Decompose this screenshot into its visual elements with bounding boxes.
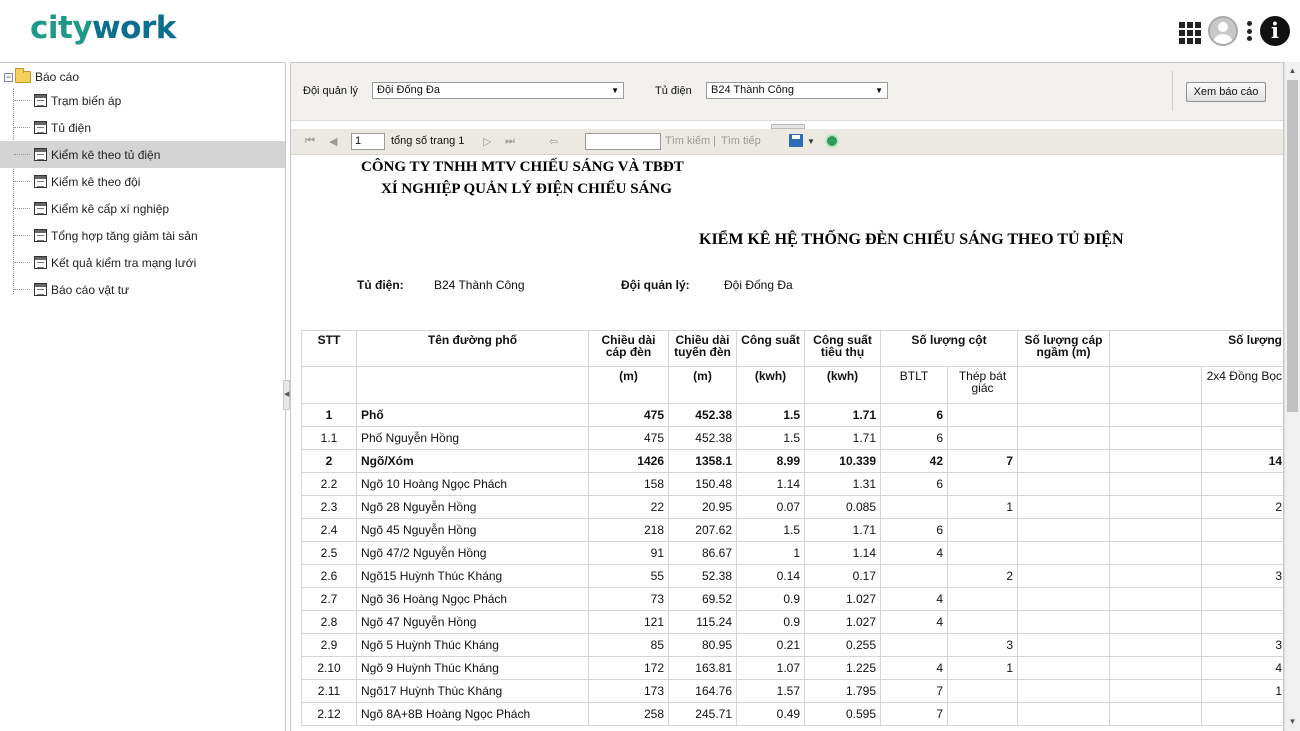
cell-cable: 475	[589, 427, 669, 450]
cell-used: 1.225	[805, 657, 881, 680]
cell-under	[1018, 634, 1110, 657]
cell-blank	[1110, 565, 1202, 588]
cell-under	[1018, 565, 1110, 588]
table-row	[302, 473, 1285, 496]
cell-under	[1018, 496, 1110, 519]
cell-steel	[948, 680, 1018, 703]
cell-btlt: 4	[881, 588, 948, 611]
page-number-input[interactable]: 1	[351, 133, 385, 150]
cell-power: 1.14	[737, 473, 805, 496]
cell-btlt: 7	[881, 680, 948, 703]
cell-blank	[1110, 473, 1202, 496]
cell-steel	[948, 611, 1018, 634]
cell-blank	[1110, 427, 1202, 450]
report-icon	[34, 283, 47, 296]
col-pole-count: Số lượng cột	[881, 331, 1018, 367]
cabinet-select-value: B24 Thành Công	[711, 84, 794, 96]
cell-name: Ngõ15 Huỳnh Thúc Kháng	[357, 565, 589, 588]
sidebar-item[interactable]	[0, 276, 285, 303]
table-row	[302, 427, 1285, 450]
header-icons	[1176, 14, 1290, 48]
sub-blank	[1018, 367, 1110, 404]
cell-name: Ngõ 47 Nguyễn Hồng	[357, 611, 589, 634]
cell-under	[1018, 657, 1110, 680]
view-report-button[interactable]: Xem báo cáo	[1186, 82, 1266, 102]
sub-btlt: BTLT	[881, 367, 948, 404]
cell-under	[1018, 680, 1110, 703]
cell-stt: 2.12	[302, 703, 357, 726]
find-link[interactable]: Tìm kiếm	[665, 135, 711, 147]
cell-btlt: 4	[881, 657, 948, 680]
cell-power: 1.57	[737, 680, 805, 703]
cell-cable: 91	[589, 542, 669, 565]
sidebar-item-label: Tổng hợp tăng giảm tài sản	[51, 228, 198, 243]
cell-x24: 4	[1202, 657, 1285, 680]
cell-steel	[948, 703, 1018, 726]
cell-blank	[1110, 588, 1202, 611]
cell-stt: 2.8	[302, 611, 357, 634]
back-icon[interactable]: ⇦	[549, 136, 559, 148]
col-stt: STT	[302, 331, 357, 367]
cell-line: 80.95	[669, 634, 737, 657]
cell-blank	[1110, 703, 1202, 726]
report-icon	[34, 202, 47, 215]
cell-steel	[948, 542, 1018, 565]
logo-work: work	[92, 10, 176, 46]
prev-page-icon[interactable]: ◀	[329, 136, 338, 148]
cell-name: Phố	[357, 404, 589, 427]
cell-stt: 2.3	[302, 496, 357, 519]
sidebar-item-label: Báo cáo vật tư	[51, 282, 130, 297]
cell-x24	[1202, 588, 1285, 611]
cell-x24	[1202, 404, 1285, 427]
cell-btlt: 7	[881, 703, 948, 726]
cell-used: 1.31	[805, 473, 881, 496]
cell-blank	[1110, 404, 1202, 427]
cell-under	[1018, 450, 1110, 473]
cell-power: 0.9	[737, 588, 805, 611]
cell-stt: 2.9	[302, 634, 357, 657]
cell-x24	[1202, 611, 1285, 634]
cell-blank	[1110, 680, 1202, 703]
next-page-icon[interactable]: ▷	[483, 136, 492, 148]
cell-btlt: 6	[881, 427, 948, 450]
report-icon	[34, 94, 47, 107]
cell-cable: 73	[589, 588, 669, 611]
report-viewer	[290, 62, 1284, 731]
cell-name: Ngõ/Xóm	[357, 450, 589, 473]
cell-line: 1358.1	[669, 450, 737, 473]
company-name: CÔNG TY TNHH MTV CHIẾU SÁNG VÀ TBĐT	[361, 159, 684, 175]
table-row	[302, 542, 1285, 565]
cell-line: 452.38	[669, 427, 737, 450]
cell-power: 0.14	[737, 565, 805, 588]
find-next-link[interactable]: Tìm tiếp	[721, 135, 761, 147]
cell-power: 0.49	[737, 703, 805, 726]
sub-unit-kwh: (kwh)	[805, 367, 881, 404]
table-row	[302, 703, 1285, 726]
cell-blank	[1110, 450, 1202, 473]
cell-btlt: 6	[881, 473, 948, 496]
cell-steel: 2	[948, 565, 1018, 588]
cell-name: Ngõ 10 Hoàng Ngọc Phách	[357, 473, 589, 496]
cell-line: 452.38	[669, 404, 737, 427]
report-title: KIỂM KÊ HỆ THỐNG ĐÈN CHIẾU SÁNG THEO TỦ ĐIỆN	[699, 231, 1124, 248]
report-toolbar	[291, 129, 1284, 155]
logo-city: city	[30, 10, 93, 46]
col-cable-length: Chiều dài cáp đèn	[589, 331, 669, 367]
cell-cable: 173	[589, 680, 669, 703]
cell-btlt: 42	[881, 450, 948, 473]
col-power: Công suất	[737, 331, 805, 367]
more-vertical-icon[interactable]	[1246, 21, 1252, 41]
app-header	[0, 0, 1300, 62]
cell-cable: 55	[589, 565, 669, 588]
refresh-icon[interactable]	[825, 134, 839, 148]
cell-blank	[1110, 496, 1202, 519]
col-line-length: Chiều dài tuyến đèn	[669, 331, 737, 367]
cell-power: 1.5	[737, 404, 805, 427]
cell-btlt	[881, 565, 948, 588]
sidebar-collapse-handle[interactable]: ◀	[283, 380, 290, 410]
cell-used: 0.255	[805, 634, 881, 657]
cell-x24	[1202, 703, 1285, 726]
cell-used: 1.71	[805, 427, 881, 450]
report-icon	[34, 121, 47, 134]
cell-btlt	[881, 496, 948, 519]
report-tree	[0, 63, 285, 303]
cell-steel: 1	[948, 657, 1018, 680]
sub-blank	[302, 367, 357, 404]
cell-stt: 2.11	[302, 680, 357, 703]
total-pages-label: tổng số trang 1	[391, 135, 465, 147]
cell-line: 150.48	[669, 473, 737, 496]
cell-power: 1.5	[737, 519, 805, 542]
col-underground-cable: Số lượng cáp ngầm (m)	[1018, 331, 1110, 367]
cell-blank	[1110, 519, 1202, 542]
cell-used: 1.795	[805, 680, 881, 703]
table-row	[302, 565, 1285, 588]
find-separator: |	[713, 135, 716, 147]
cell-under	[1018, 404, 1110, 427]
save-export-icon[interactable]	[789, 134, 803, 147]
cell-cable: 258	[589, 703, 669, 726]
sidebar-item-label: Kết quả kiểm tra mạng lưới	[51, 255, 197, 270]
cell-x24	[1202, 473, 1285, 496]
scroll-down-icon[interactable]: ▼	[1288, 717, 1297, 726]
sidebar-item-label: Kiểm kê theo tủ điện	[51, 147, 161, 162]
sidebar-item[interactable]	[0, 141, 285, 168]
cell-used: 10.339	[805, 450, 881, 473]
toolbar-separator	[1172, 71, 1173, 111]
cell-power: 1.5	[737, 427, 805, 450]
cell-name: Ngõ17 Huỳnh Thúc Kháng	[357, 680, 589, 703]
team-select[interactable]	[372, 82, 624, 99]
cell-power: 1.07	[737, 657, 805, 680]
cell-power: 1	[737, 542, 805, 565]
cell-used: 1.14	[805, 542, 881, 565]
sidebar-item[interactable]	[0, 222, 285, 249]
team-field-value: Đội Đống Đa	[724, 278, 793, 292]
cell-power: 0.21	[737, 634, 805, 657]
sub-blank	[1110, 367, 1202, 404]
col-count-more: Số lượng	[1110, 331, 1285, 367]
cell-steel	[948, 588, 1018, 611]
cell-stt: 2.4	[302, 519, 357, 542]
user-avatar-icon[interactable]	[1208, 16, 1238, 46]
sub-unit-m: (m)	[589, 367, 669, 404]
team-label: Đội quản lý	[303, 85, 359, 97]
cell-btlt: 6	[881, 519, 948, 542]
report-body	[291, 155, 1284, 731]
cell-stt: 2.5	[302, 542, 357, 565]
report-icon	[34, 148, 47, 161]
cell-line: 163.81	[669, 657, 737, 680]
cell-used: 0.085	[805, 496, 881, 519]
cell-cable: 218	[589, 519, 669, 542]
report-icon	[34, 229, 47, 242]
cell-name: Ngõ 9 Huỳnh Thúc Kháng	[357, 657, 589, 680]
cell-under	[1018, 588, 1110, 611]
dropdown-arrow-icon: ▼	[611, 86, 619, 95]
cell-name: Ngõ 28 Nguyễn Hồng	[357, 496, 589, 519]
cell-blank	[1110, 634, 1202, 657]
cell-stt: 2.10	[302, 657, 357, 680]
sidebar-item-label: Tủ điện	[51, 120, 92, 135]
sub-unit-kwh: (kwh)	[737, 367, 805, 404]
tree-root-label: Báo cáo	[35, 70, 80, 84]
table-row	[302, 496, 1285, 519]
cell-steel	[948, 404, 1018, 427]
cell-x24: 1	[1202, 680, 1285, 703]
cell-x24	[1202, 542, 1285, 565]
table-row	[302, 588, 1285, 611]
cell-stt: 2.2	[302, 473, 357, 496]
scroll-thumb[interactable]	[1287, 80, 1298, 412]
tree-root-reports[interactable]	[0, 67, 285, 87]
cell-cable: 22	[589, 496, 669, 519]
cell-cable: 121	[589, 611, 669, 634]
sub-steel-octagon: Thép bát giác	[948, 367, 1018, 404]
table-row	[302, 450, 1285, 473]
cell-x24	[1202, 519, 1285, 542]
table-row	[302, 404, 1285, 427]
sidebar-item-label: Kiểm kê theo đội	[51, 174, 141, 189]
cell-line: 245.71	[669, 703, 737, 726]
cell-steel	[948, 427, 1018, 450]
find-text-input[interactable]	[585, 133, 661, 150]
cell-name: Ngõ 5 Huỳnh Thúc Kháng	[357, 634, 589, 657]
sidebar	[0, 62, 286, 731]
cabinet-label: Tủ điện	[655, 85, 692, 97]
sidebar-item[interactable]	[0, 249, 285, 276]
sidebar-item[interactable]	[0, 168, 285, 195]
cell-power: 0.9	[737, 611, 805, 634]
info-icon[interactable]: i	[1260, 16, 1290, 46]
page-scrollbar[interactable]	[1284, 62, 1300, 731]
cabinet-field-value: B24 Thành Công	[434, 278, 525, 292]
sidebar-item[interactable]	[0, 114, 285, 141]
col-street: Tên đường phố	[357, 331, 589, 367]
scroll-up-icon[interactable]: ▲	[1288, 66, 1297, 75]
cell-steel: 3	[948, 634, 1018, 657]
cell-blank	[1110, 611, 1202, 634]
cell-btlt: 4	[881, 611, 948, 634]
cell-cable: 475	[589, 404, 669, 427]
col-power-used: Công suất tiêu thụ	[805, 331, 881, 367]
cell-power: 0.07	[737, 496, 805, 519]
cell-x24: 3	[1202, 565, 1285, 588]
cell-steel	[948, 519, 1018, 542]
cell-used: 1.027	[805, 611, 881, 634]
cell-stt: 2	[302, 450, 357, 473]
cell-blank	[1110, 657, 1202, 680]
folder-open-icon	[15, 71, 31, 83]
cell-line: 207.62	[669, 519, 737, 542]
cell-under	[1018, 427, 1110, 450]
cell-under	[1018, 519, 1110, 542]
cell-name: Ngõ 36 Hoàng Ngọc Phách	[357, 588, 589, 611]
parameter-bar	[291, 63, 1284, 121]
table-row	[302, 657, 1285, 680]
sidebar-item[interactable]	[0, 87, 285, 114]
cell-line: 20.95	[669, 496, 737, 519]
cell-used: 1.027	[805, 588, 881, 611]
sub-blank	[357, 367, 589, 404]
report-icon	[34, 256, 47, 269]
cell-cable: 172	[589, 657, 669, 680]
first-page-icon[interactable]: ⏮	[305, 135, 315, 147]
table-row	[302, 680, 1285, 703]
cell-stt: 2.7	[302, 588, 357, 611]
cell-stt: 2.6	[302, 565, 357, 588]
cell-under	[1018, 703, 1110, 726]
cell-x24: 14	[1202, 450, 1285, 473]
sub-unit-m: (m)	[669, 367, 737, 404]
cell-x24: 3	[1202, 634, 1285, 657]
dropdown-arrow-icon: ▼	[875, 86, 883, 95]
report-icon	[34, 175, 47, 188]
inventory-table	[301, 330, 1284, 726]
cell-used: 0.17	[805, 565, 881, 588]
cell-used: 0.595	[805, 703, 881, 726]
last-page-icon[interactable]: ⏭	[505, 135, 515, 147]
sub-2x4-copper: 2x4 Đồng Bọc	[1202, 367, 1285, 404]
citywork-logo[interactable]	[30, 10, 176, 46]
cell-blank	[1110, 542, 1202, 565]
sidebar-item-label: Kiểm kê cấp xí nghiệp	[51, 201, 170, 216]
cell-x24	[1202, 427, 1285, 450]
cell-cable: 158	[589, 473, 669, 496]
cell-stt: 1.1	[302, 427, 357, 450]
sidebar-item-label: Trạm biến áp	[51, 93, 122, 108]
cell-stt: 1	[302, 404, 357, 427]
cell-line: 52.38	[669, 565, 737, 588]
cell-line: 86.67	[669, 542, 737, 565]
cell-cable: 85	[589, 634, 669, 657]
table-row	[302, 519, 1285, 542]
apps-grid-icon[interactable]	[1176, 19, 1200, 43]
cabinet-field-label: Tủ điện:	[357, 278, 404, 292]
cell-used: 1.71	[805, 519, 881, 542]
cell-steel	[948, 473, 1018, 496]
cell-under	[1018, 473, 1110, 496]
cell-name: Ngõ 45 Nguyễn Hồng	[357, 519, 589, 542]
cell-under	[1018, 542, 1110, 565]
team-select-value: Đội Đống Đa	[377, 84, 440, 96]
cell-name: Ngõ 47/2 Nguyễn Hồng	[357, 542, 589, 565]
cell-used: 1.71	[805, 404, 881, 427]
cell-line: 164.76	[669, 680, 737, 703]
export-dropdown-icon[interactable]: ▼	[807, 137, 815, 146]
team-field-label: Đội quản lý:	[621, 278, 690, 292]
cell-steel: 7	[948, 450, 1018, 473]
cell-line: 69.52	[669, 588, 737, 611]
cell-btlt	[881, 634, 948, 657]
table-row	[302, 634, 1285, 657]
cell-cable: 1426	[589, 450, 669, 473]
cell-name: Phố Nguyễn Hồng	[357, 427, 589, 450]
cell-power: 8.99	[737, 450, 805, 473]
cell-under	[1018, 611, 1110, 634]
cell-name: Ngõ 8A+8B Hoàng Ngọc Phách	[357, 703, 589, 726]
enterprise-name: XÍ NGHIỆP QUẢN LÝ ĐIỆN CHIẾU SÁNG	[381, 181, 672, 197]
sidebar-item[interactable]	[0, 195, 285, 222]
cell-line: 115.24	[669, 611, 737, 634]
table-row	[302, 611, 1285, 634]
cell-steel: 1	[948, 496, 1018, 519]
cabinet-select[interactable]	[706, 82, 888, 99]
cell-btlt: 4	[881, 542, 948, 565]
cell-x24: 2	[1202, 496, 1285, 519]
cell-btlt: 6	[881, 404, 948, 427]
collapse-toggle-icon[interactable]: −	[5, 71, 12, 82]
